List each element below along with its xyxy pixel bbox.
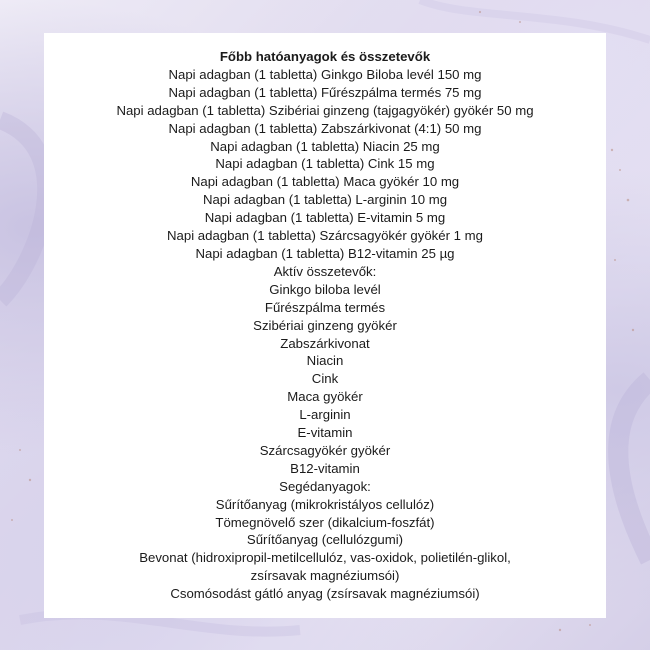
excipients-heading: Segédanyagok: <box>279 478 371 494</box>
ingredients-panel <box>44 33 606 618</box>
dose-line: Napi adagban (1 tabletta) Szibériai ginzeng (tajgagyökér) gyökér 50 mg <box>116 102 534 118</box>
excipient-item: Sűrítőanyag (mikrokristályos cellulóz) <box>215 496 435 512</box>
active-ingredient-item: Szárcsagyökér gyökér <box>259 442 391 458</box>
excipient-item: Bevonat (hidroxipropil-metilcellulóz, vas-oxidok, polietilén-glikol, <box>139 550 511 566</box>
dose-line: Napi adagban (1 tabletta) Niacin 25 mg <box>210 138 440 154</box>
excipient-item: Tömegnövelő szer (dikalcium-foszfát) <box>215 514 435 530</box>
active-ingredient-item: B12-vitamin <box>290 460 360 476</box>
active-ingredient-item: L-arginin <box>299 407 351 423</box>
ingredients-list <box>44 66 606 603</box>
dose-line: Napi adagban (1 tabletta) E-vitamin 5 mg <box>204 210 446 226</box>
active-ingredient-item: Cink <box>311 371 339 387</box>
ingredients-heading: Főbb hatóanyagok és összetevők <box>219 49 431 64</box>
active-ingredient-item: E-vitamin <box>297 425 353 441</box>
dose-line: Napi adagban (1 tabletta) Fűrészpálma termés 75 mg <box>168 84 482 100</box>
excipient-item: Sűrítőanyag (cellulózgumi) <box>246 532 404 548</box>
active-ingredient-item: Niacin <box>306 353 344 369</box>
dose-line: Napi adagban (1 tabletta) Maca gyökér 10 mg <box>190 174 460 190</box>
active-ingredient-item: Maca gyökér <box>287 389 363 405</box>
dose-line: Napi adagban (1 tabletta) Cink 15 mg <box>215 156 435 172</box>
dose-line: Napi adagban (1 tabletta) Ginkgo Biloba levél 150 mg <box>168 66 482 82</box>
active-ingredient-item: Zabszárkivonat <box>280 335 370 351</box>
excipient-item: Csomósodást gátló anyag (zsírsavak magnéziumsói) <box>170 586 480 602</box>
active-ingredient-item: Ginkgo biloba levél <box>269 281 381 297</box>
dose-line: Napi adagban (1 tabletta) L-arginin 10 mg <box>202 192 448 208</box>
active-ingredient-item: Fűrészpálma termés <box>264 299 386 315</box>
active-ingredients-heading: Aktív összetevők: <box>273 263 377 279</box>
dose-line: Napi adagban (1 tabletta) B12-vitamin 25 µg <box>195 245 455 261</box>
dose-line: Napi adagban (1 tabletta) Zabszárkivonat (4:1) 50 mg <box>168 120 482 136</box>
active-ingredient-item: Szibériai ginzeng gyökér <box>253 317 397 333</box>
excipient-item: zsírsavak magnéziumsói) <box>250 568 400 584</box>
dose-line: Napi adagban (1 tabletta) Szárcsagyökér gyökér 1 mg <box>167 228 483 244</box>
